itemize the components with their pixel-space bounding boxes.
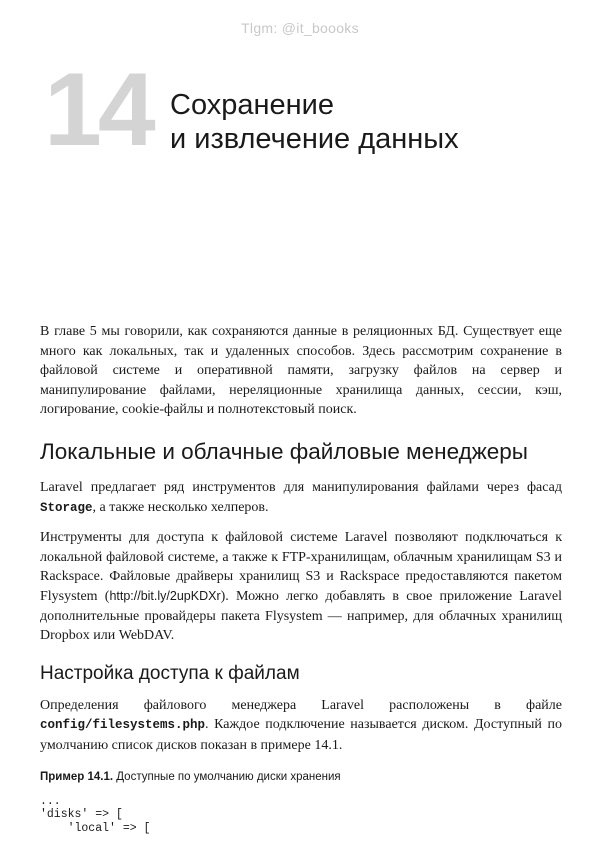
chapter-title-line-1: Сохранение [170,89,334,121]
inline-code-storage: Storage [40,500,93,515]
example-label: Пример 14.1. [40,770,114,783]
watermark: Tlgm: @it_boooks [241,20,359,36]
text-fragment: Laravel предлагает ряд инструментов для манипулирования файлами через фасад [40,479,562,495]
section-heading-file-access: Настройка доступа к файлам [40,662,300,684]
example-caption-text: Доступные по умолчанию диски хранения [116,770,341,783]
text-fragment: , а также несколько хелперов. [92,499,269,515]
text-fragment: ). Можно легко добавлять в свое приложение Laravel дополнительные провайдеры пакета Flysystem — например, для облачных хранилищ Dropbox или WebDAV. [40,588,562,644]
inline-code-config-path: config/filesystems.php [40,718,206,733]
code-example: ... 'disks' => [ 'local' => [ [40,794,151,835]
section1-paragraph-1 [40,478,562,518]
section1-paragraph-2 [40,528,562,646]
chapter-title [170,88,459,156]
chapter-title-line-2: и извлечение данных [170,123,459,155]
section-heading-file-managers: Локальные и облачные файловые менеджеры [40,438,528,464]
text-fragment: . Каждое подключение называется диском. Доступный по умолчанию список дисков показан в примере 14.1. [40,717,562,753]
section2-paragraph-1 [40,696,562,756]
flysystem-url: http://bit.ly/2upKDXr [109,588,221,603]
intro-paragraph: В главе 5 мы говорили, как сохраняются данные в реляционных БД. Существует еще много как локальных, так и удаленных способов. Здесь рассмотрим сохранение в файловой системе и оперативной памяти, загрузку файлов на сервер и манипулирование файлами, нереляционные хранилища данных, сессии, кэш, логирование, cookie-файлы и полнотекстовый поиск. [40,324,562,418]
text-fragment: Определения файлового менеджера Laravel расположены в файле [40,697,562,713]
chapter-number: 14 [44,52,152,168]
text-fragment: Инструменты для доступа к файловой системе Laravel позволяют подключаться к локальной файловой системе, а также к FTP-хранилищам, облачным хранилищам S3 и Rackspace. Файловые драйверы хранилищ S3 и Rackspace предоставляются пакетом Flysystem ( [40,530,562,604]
example-caption [40,770,562,785]
page-content [40,322,562,835]
